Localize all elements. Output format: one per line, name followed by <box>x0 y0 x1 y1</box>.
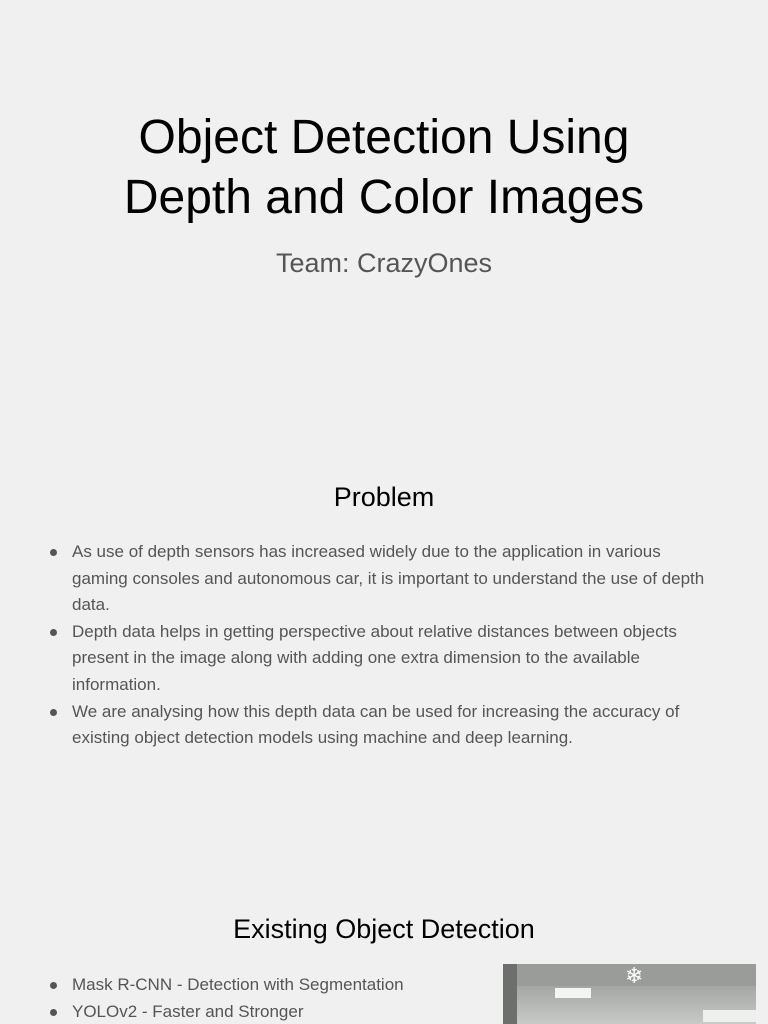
snowflake-decoration-icon: ❄ <box>625 964 644 989</box>
problem-bullet-list <box>48 539 718 752</box>
indoor-scene-photo <box>503 964 756 1024</box>
existing-bullet-2: YOLOv2 - Faster and Stronger <box>48 999 468 1024</box>
title-line-2: Depth and Color Images <box>123 171 645 224</box>
existing-detection-slide <box>0 864 768 1024</box>
photo-ceiling-light-2 <box>703 1010 756 1022</box>
problem-bullet-3: We are analysing how this depth data can be used for increasing the accuracy of existing object detection models using machine and deep learning. <box>48 699 718 752</box>
existing-bullet-1: Mask R-CNN - Detection with Segmentation <box>48 972 468 999</box>
photo-wall <box>503 964 517 1024</box>
title-slide <box>0 0 768 432</box>
existing-detection-heading: Existing Object Detection <box>233 914 535 944</box>
problem-bullet-1: As use of depth sensors has increased widely due to the application in various gaming consoles and autonomous car, it is important to understand the use of depth data. <box>48 539 718 619</box>
existing-bullet-list <box>48 972 468 1024</box>
presentation-title <box>0 108 768 228</box>
team-subtitle: Team: CrazyOnes <box>275 248 493 278</box>
problem-slide <box>0 432 768 864</box>
problem-bullet-2: Depth data helps in getting perspective about relative distances between objects present in the image along with adding one extra dimension to the available information. <box>48 619 718 699</box>
photo-ceiling-light <box>555 988 591 998</box>
title-line-1: Object Detection Using <box>138 111 630 164</box>
problem-heading: Problem <box>333 482 435 512</box>
